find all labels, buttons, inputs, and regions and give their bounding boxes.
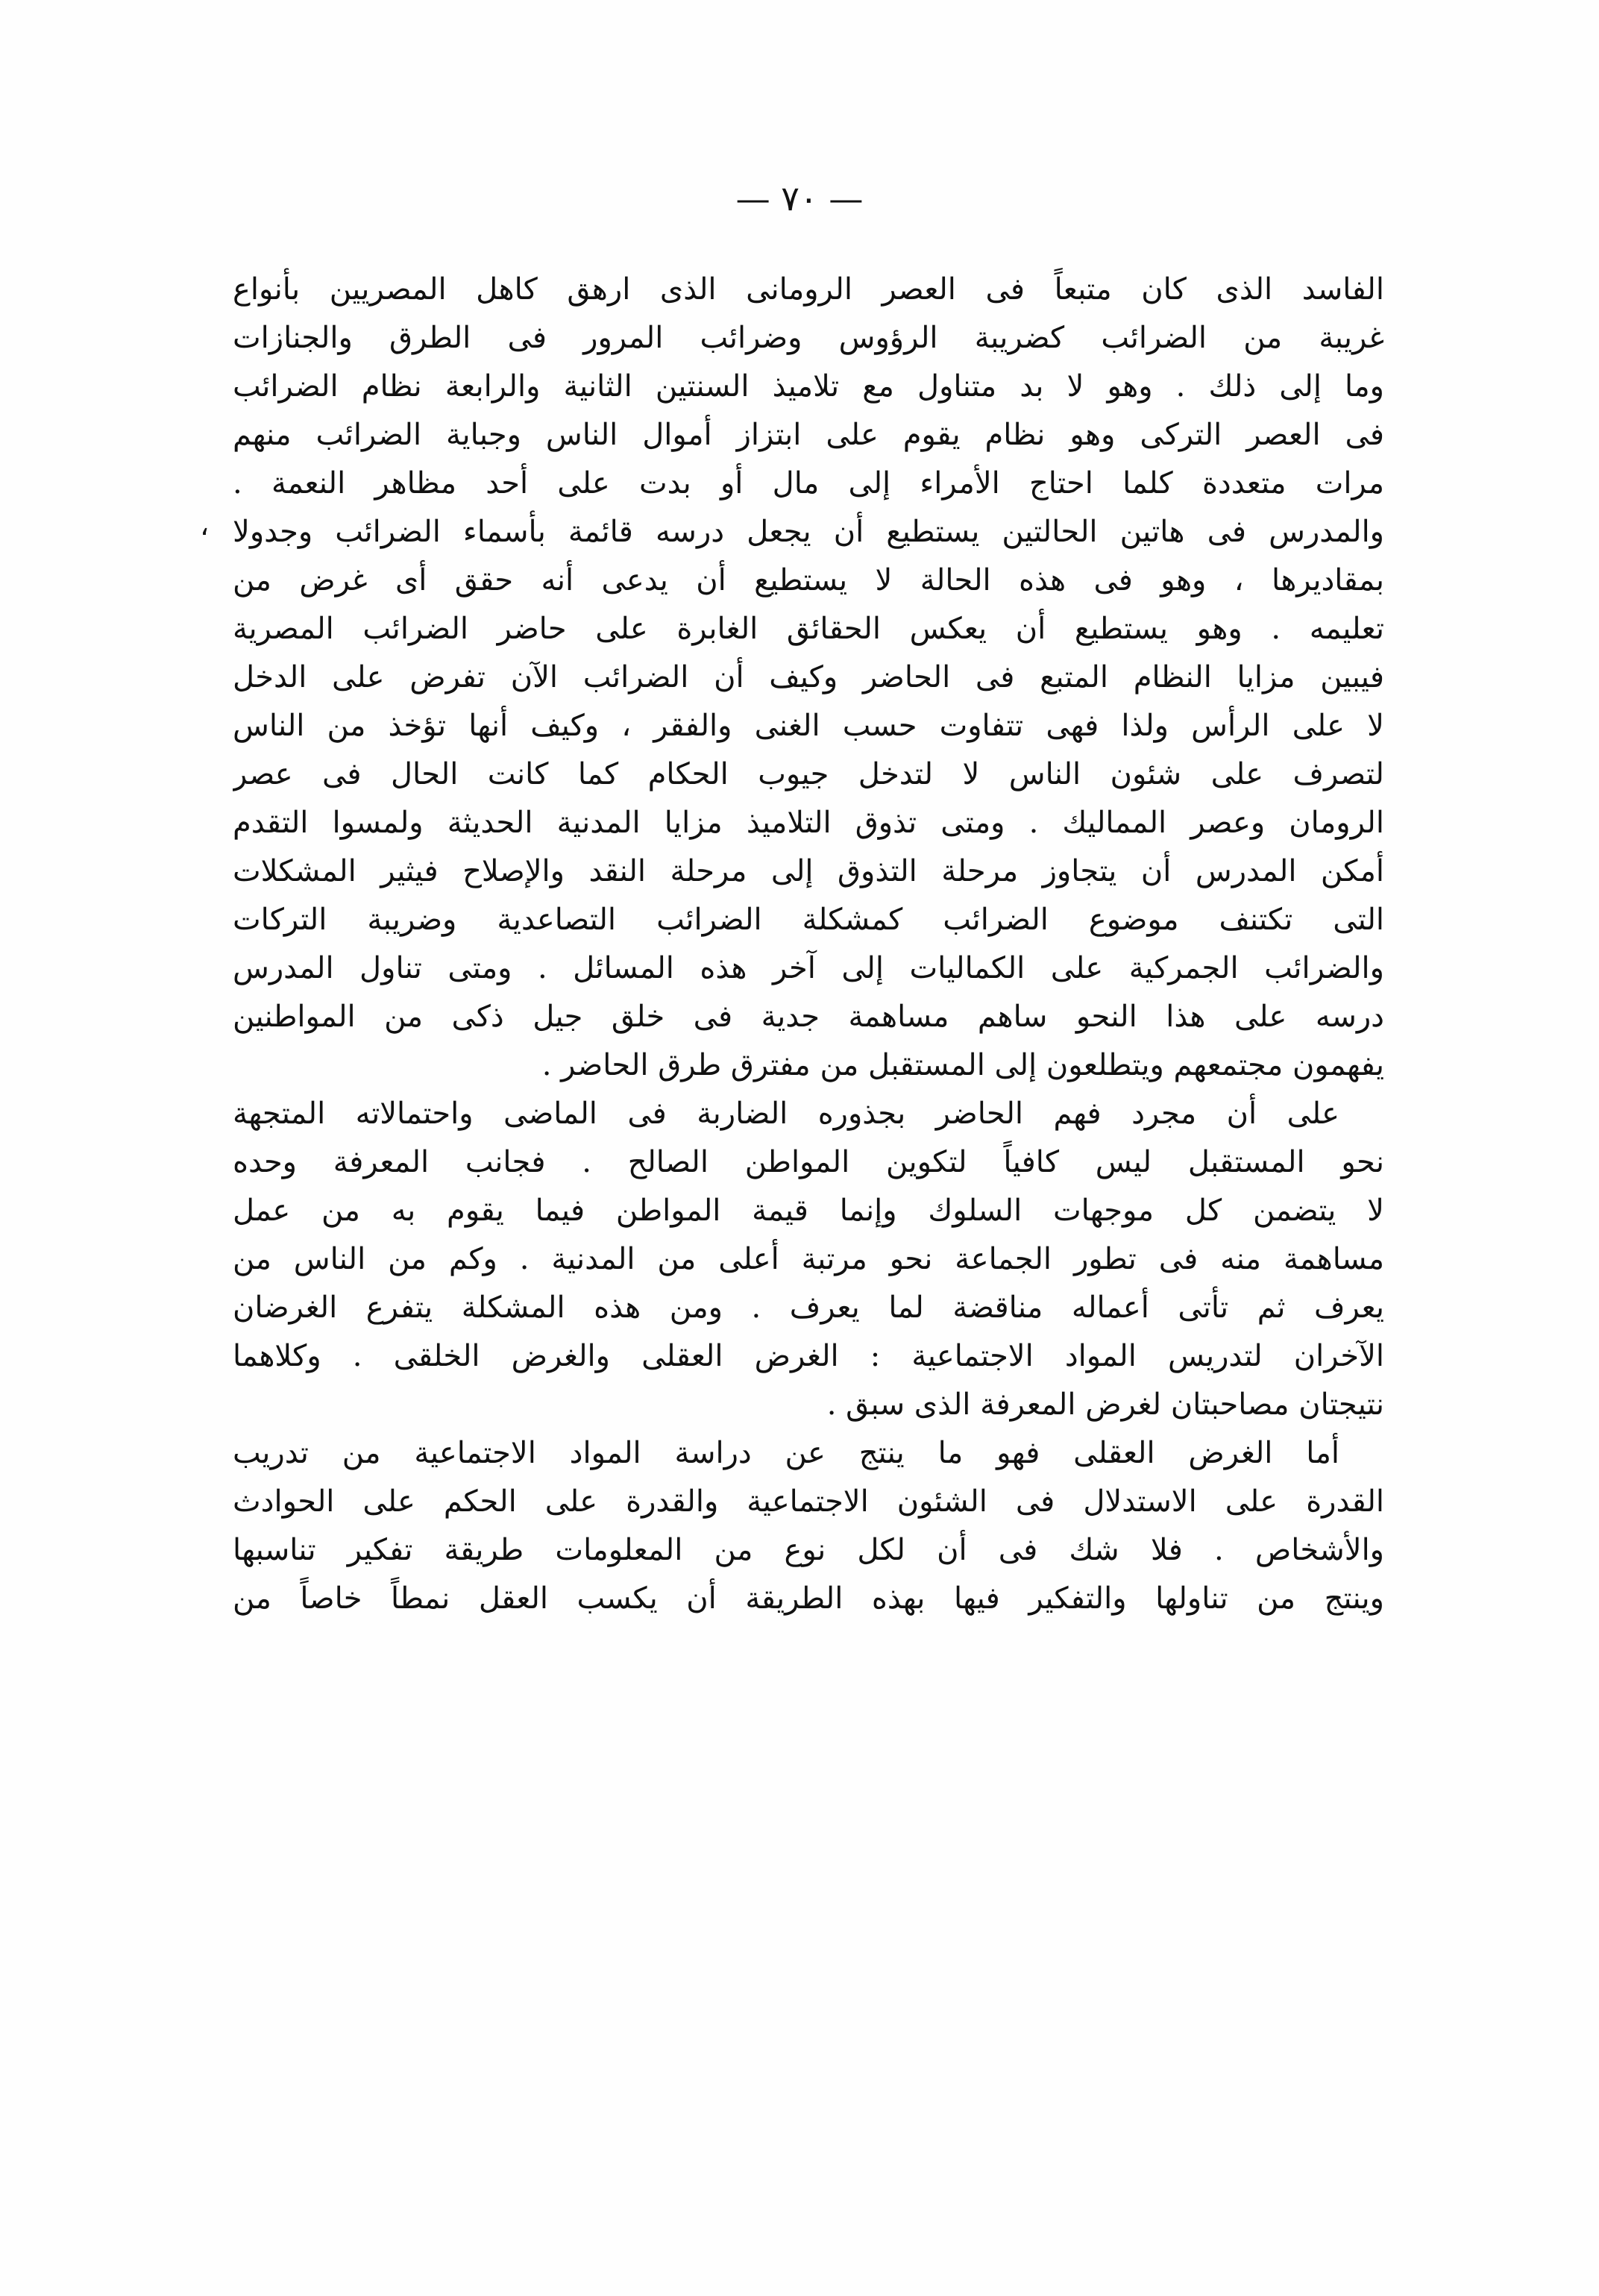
text-line: نحو المستقبل ليس كافياً لتكوين المواطن الصالح . فجانب المعرفة وحده [233,1145,1384,1179]
text-line: لا على الرأس ولذا فهى تتفاوت حسب الغنى والفقر ، وكيف أنها تؤخذ من الناس [233,709,1384,743]
margin-mark: ، [200,509,210,542]
text-line: وينتج من تناولها والتفكير فيها بهذه الطريقة أن يكسب العقل نمطاً خاصاً من [233,1581,1384,1616]
page-number: — ٧٠ — [735,178,864,219]
paragraph-first-line: على أن مجرد فهم الحاضر بجذوره الضاربة فى الماضى واحتمالاته المتجهة [233,1097,1339,1131]
text-line: والضرائب الجمركية على الكماليات إلى آخر هذه المسائل . ومتى تناول المدرس [233,951,1384,985]
body-text [233,266,1384,1623]
paragraph-end-line: يفهمون مجتمعهم ويتطلعون إلى المستقبل من مفترق طرق الحاضر . [541,1048,1384,1082]
text-line: مرات متعددة كلما احتاج الأمراء إلى مال أو بدت على أحد مظاهر النعمة . [233,466,1384,501]
text-line: يعرف ثم تأتى أعماله مناقضة لما يعرف . ومن هذه المشكلة يتفرع الغرضان [233,1290,1384,1325]
text-line: والمدرس فى هاتين الحالتين يستطيع أن يجعل درسه قائمة بأسماء الضرائب وجدولا [233,515,1384,549]
text-line: فى العصر التركى وهو نظام يقوم على ابتزاز أموال الناس وجباية الضرائب منهم [233,418,1384,452]
text-line: الفاسد الذى كان متبعاً فى العصر الرومانى الذى ارهق كاهل المصريين بأنواع [233,272,1384,307]
text-line: الآخران لتدريس المواد الاجتماعية : الغرض العقلى والغرض الخلقى . وكلاهما [233,1339,1384,1373]
text-line: بمقاديرها ، وهو فى هذه الحالة لا يستطيع أن يدعى أنه حقق أى غرض من [233,563,1384,597]
paragraph-first-line: أما الغرض العقلى فهو ما ينتج عن دراسة المواد الاجتماعية من تدريب [233,1436,1339,1470]
text-line: وما إلى ذلك . وهو لا بد متناول مع تلاميذ السنتين الثانية والرابعة نظام الضرائب [233,369,1384,404]
text-line: تعليمه . وهو يستطيع أن يعكس الحقائق الغابرة على حاضر الضرائب المصرية [233,612,1384,646]
text-line: لتصرف على شئون الناس لا لتدخل جيوب الحكام كما كانت الحال فى عصر [233,757,1384,791]
text-line: مساهمة منه فى تطور الجماعة نحو مرتبة أعلى من المدنية . وكم من الناس من [233,1242,1384,1276]
paragraph-end-line: نتيجتان مصاحبتان لغرض المعرفة الذى سبق . [826,1387,1384,1422]
text-line: فيبين مزايا النظام المتبع فى الحاضر وكيف أن الضرائب الآن تفرض على الدخل [233,660,1384,694]
text-line: أمكن المدرس أن يتجاوز مرحلة التذوق إلى مرحلة النقد والإصلاح فيثير المشكلات [233,854,1384,888]
text-line: القدرة على الاستدلال فى الشئون الاجتماعية والقدرة على الحكم على الحوادث [233,1484,1384,1519]
text-line: غريبة من الضرائب كضريبة الرؤوس وضرائب المرور فى الطرق والجنازات [233,321,1384,355]
text-line: والأشخاص . فلا شك فى أن لكل نوع من المعلومات طريقة تفكير تناسبها [233,1533,1384,1567]
text-line: الرومان وعصر المماليك . ومتى تذوق التلاميذ مزايا المدنية الحديثة ولمسوا التقدم [233,806,1384,840]
text-line: درسه على هذا النحو ساهم مساهمة جدية فى خلق جيل ذكى من المواطنين [233,1000,1384,1034]
text-line: التى تكتنف موضوع الضرائب كمشكلة الضرائب التصاعدية وضريبة التركات [233,903,1384,937]
text-line: لا يتضمن كل موجهات السلوك وإنما قيمة المواطن فيما يقوم به من عمل [233,1194,1384,1228]
